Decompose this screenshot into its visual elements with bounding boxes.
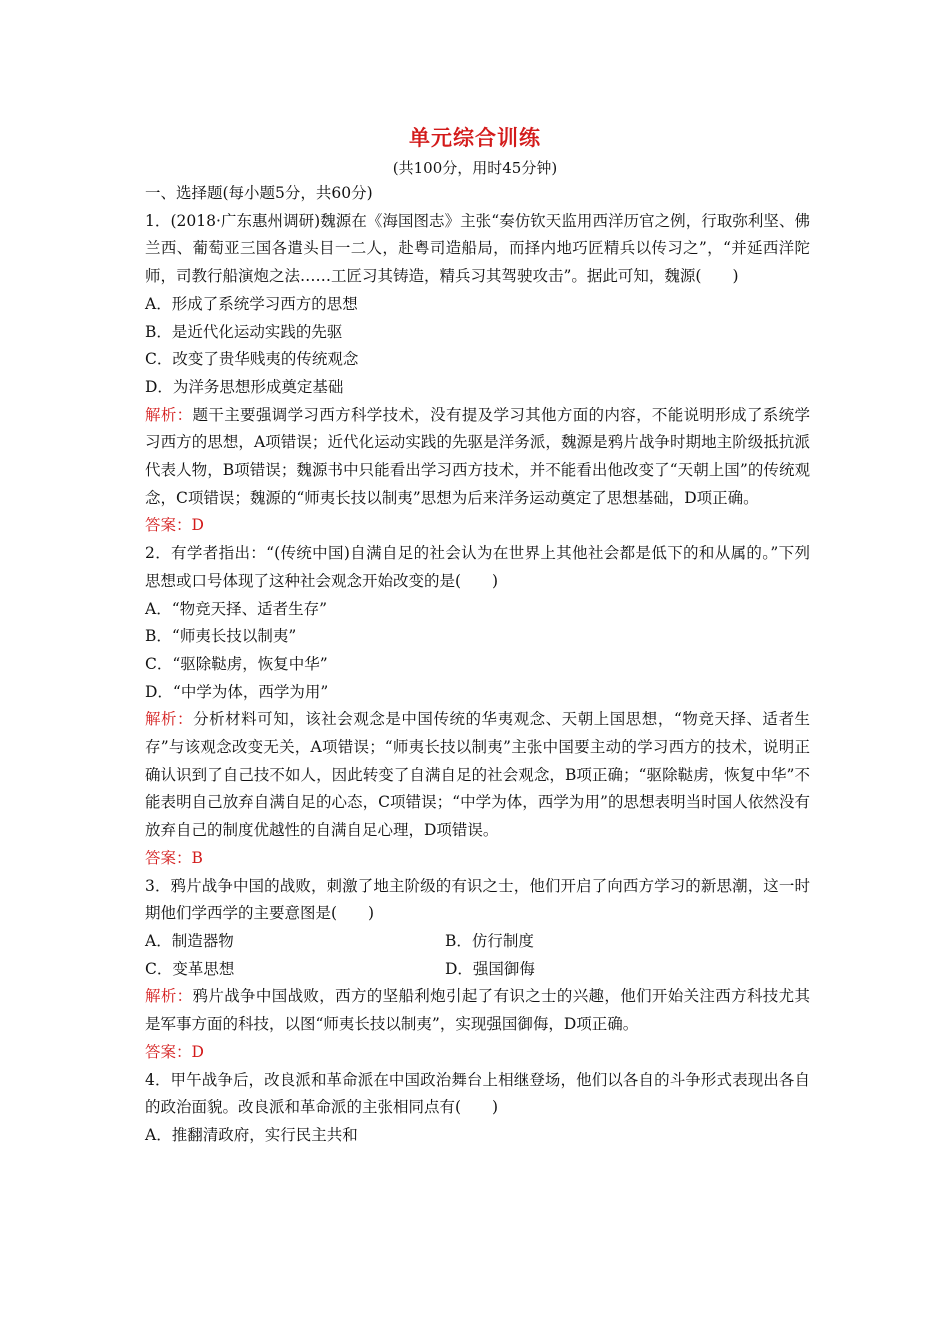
question-stem: 2．有学者指出：“(传统中国)自满自足的社会认为在世界上其他社会都是低下的和从属的。”下列思想或口号体现了这种社会观念开始改变的是( ) bbox=[145, 544, 810, 590]
question-4 bbox=[145, 1067, 810, 1150]
analysis bbox=[145, 706, 810, 845]
analysis bbox=[145, 402, 810, 513]
option-a: A．推翻清政府，实行民主共和 bbox=[145, 1125, 358, 1144]
section-heading: 一、选择题(每小题5分，共60分) bbox=[145, 184, 373, 202]
options-row bbox=[145, 956, 810, 984]
question-stem: 1．(2018·广东惠州调研)魏源在《海国图志》主张“奏仿钦天监用西洋历官之例，行取弥利坚、佛兰西、葡萄亚三国各遣头目一二人，赴粤司造船局，而择内地巧匠精兵以传习之”，“并延西洋陀师，司教行船演炮之法……工匠习其铸造，精兵习其驾驶攻击”。据此可知，魏源( ) bbox=[145, 211, 810, 286]
option-a: A．形成了系统学习西方的思想 bbox=[145, 294, 358, 313]
answer bbox=[145, 1039, 810, 1067]
option-b: B．是近代化运动实践的先驱 bbox=[145, 322, 343, 341]
analysis-text: 题干主要强调学习西方科学技术，没有提及学习其他方面的内容，不能说明形成了系统学习西方的思想，A项错误；近代化运动实践的先驱是洋务派，魏源是鸦片战争时期地主阶级抵抗派代表人物，B项错误；魏源书中只能看出学习西方技术，并不能看出他改变了“天朝上国”的传统观念，C项错误；魏源的“师夷长技以制夷”思想为后来洋务运动奠定了思想基础，D项正确。 bbox=[145, 405, 810, 507]
option-d: D．“中学为体，西学为用” bbox=[145, 682, 329, 701]
option-d: D．强国御侮 bbox=[445, 959, 535, 978]
option-b: B．“师夷长技以制夷” bbox=[145, 627, 297, 646]
answer-label: 答案： bbox=[145, 848, 192, 867]
option-a: A．“物竞天择、适者生存” bbox=[145, 599, 328, 618]
question-stem: 4．甲午战争后，改良派和革命派在中国政治舞台上相继登场，他们以各自的斗争形式表现出各自的政治面貌。改良派和革命派的主张相同点有( ) bbox=[145, 1070, 810, 1117]
page-title: 单元综合训练 bbox=[409, 125, 541, 150]
answer-value: D bbox=[191, 516, 204, 535]
option-c: C．改变了贵华贱夷的传统观念 bbox=[145, 350, 359, 369]
document-body bbox=[145, 180, 810, 1150]
answer-value: D bbox=[191, 1042, 204, 1061]
answer bbox=[145, 512, 810, 540]
question-1 bbox=[145, 208, 810, 540]
options-row bbox=[145, 928, 810, 956]
analysis-label: 解析： bbox=[145, 405, 193, 424]
analysis-label: 解析： bbox=[145, 987, 193, 1006]
question-2 bbox=[145, 540, 810, 872]
answer-label: 答案： bbox=[145, 516, 192, 535]
answer-value: B bbox=[191, 848, 203, 867]
option-b: B．仿行制度 bbox=[445, 931, 534, 950]
analysis bbox=[145, 983, 810, 1038]
page-subtitle: (共100分，用时45分钟) bbox=[392, 159, 558, 177]
analysis-text: 分析材料可知，该社会观念是中国传统的华夷观念、天朝上国思想，“物竞天择、适者生存”与该观念改变无关，A项错误；“师夷长技以制夷”主张中国要主动的学习西方的技术，说明正确认识到了自己技不如人，因此转变了自满自足的社会观念，B项正确；“驱除鞑虏，恢复中华”不能表明自己放弃自满自足的心态，C项错误；“中学为体，西学为用”的思想表明当时国人依然没有放弃自己的制度优越性的自满自足心理，D项错误。 bbox=[145, 710, 810, 840]
question-3 bbox=[145, 873, 810, 1067]
option-d: D．为洋务思想形成奠定基础 bbox=[145, 377, 344, 396]
analysis-text: 鸦片战争中国战败，西方的坚船利炮引起了有识之士的兴趣，他们开始关注西方科技尤其是军事方面的科技，以图“师夷长技以制夷”，实现强国御侮，D项正确。 bbox=[145, 987, 810, 1034]
option-c: C．“驱除鞑虏，恢复中华” bbox=[145, 654, 328, 673]
option-a: A．制造器物 bbox=[145, 931, 234, 950]
analysis-label: 解析： bbox=[145, 710, 194, 729]
answer-label: 答案： bbox=[145, 1042, 192, 1061]
question-stem: 3．鸦片战争中国的战败，刺激了地主阶级的有识之士，他们开启了向西方学习的新思潮，这一时期他们学西学的主要意图是( ) bbox=[145, 876, 810, 923]
answer bbox=[145, 845, 810, 873]
option-c: C．变革思想 bbox=[145, 959, 235, 978]
